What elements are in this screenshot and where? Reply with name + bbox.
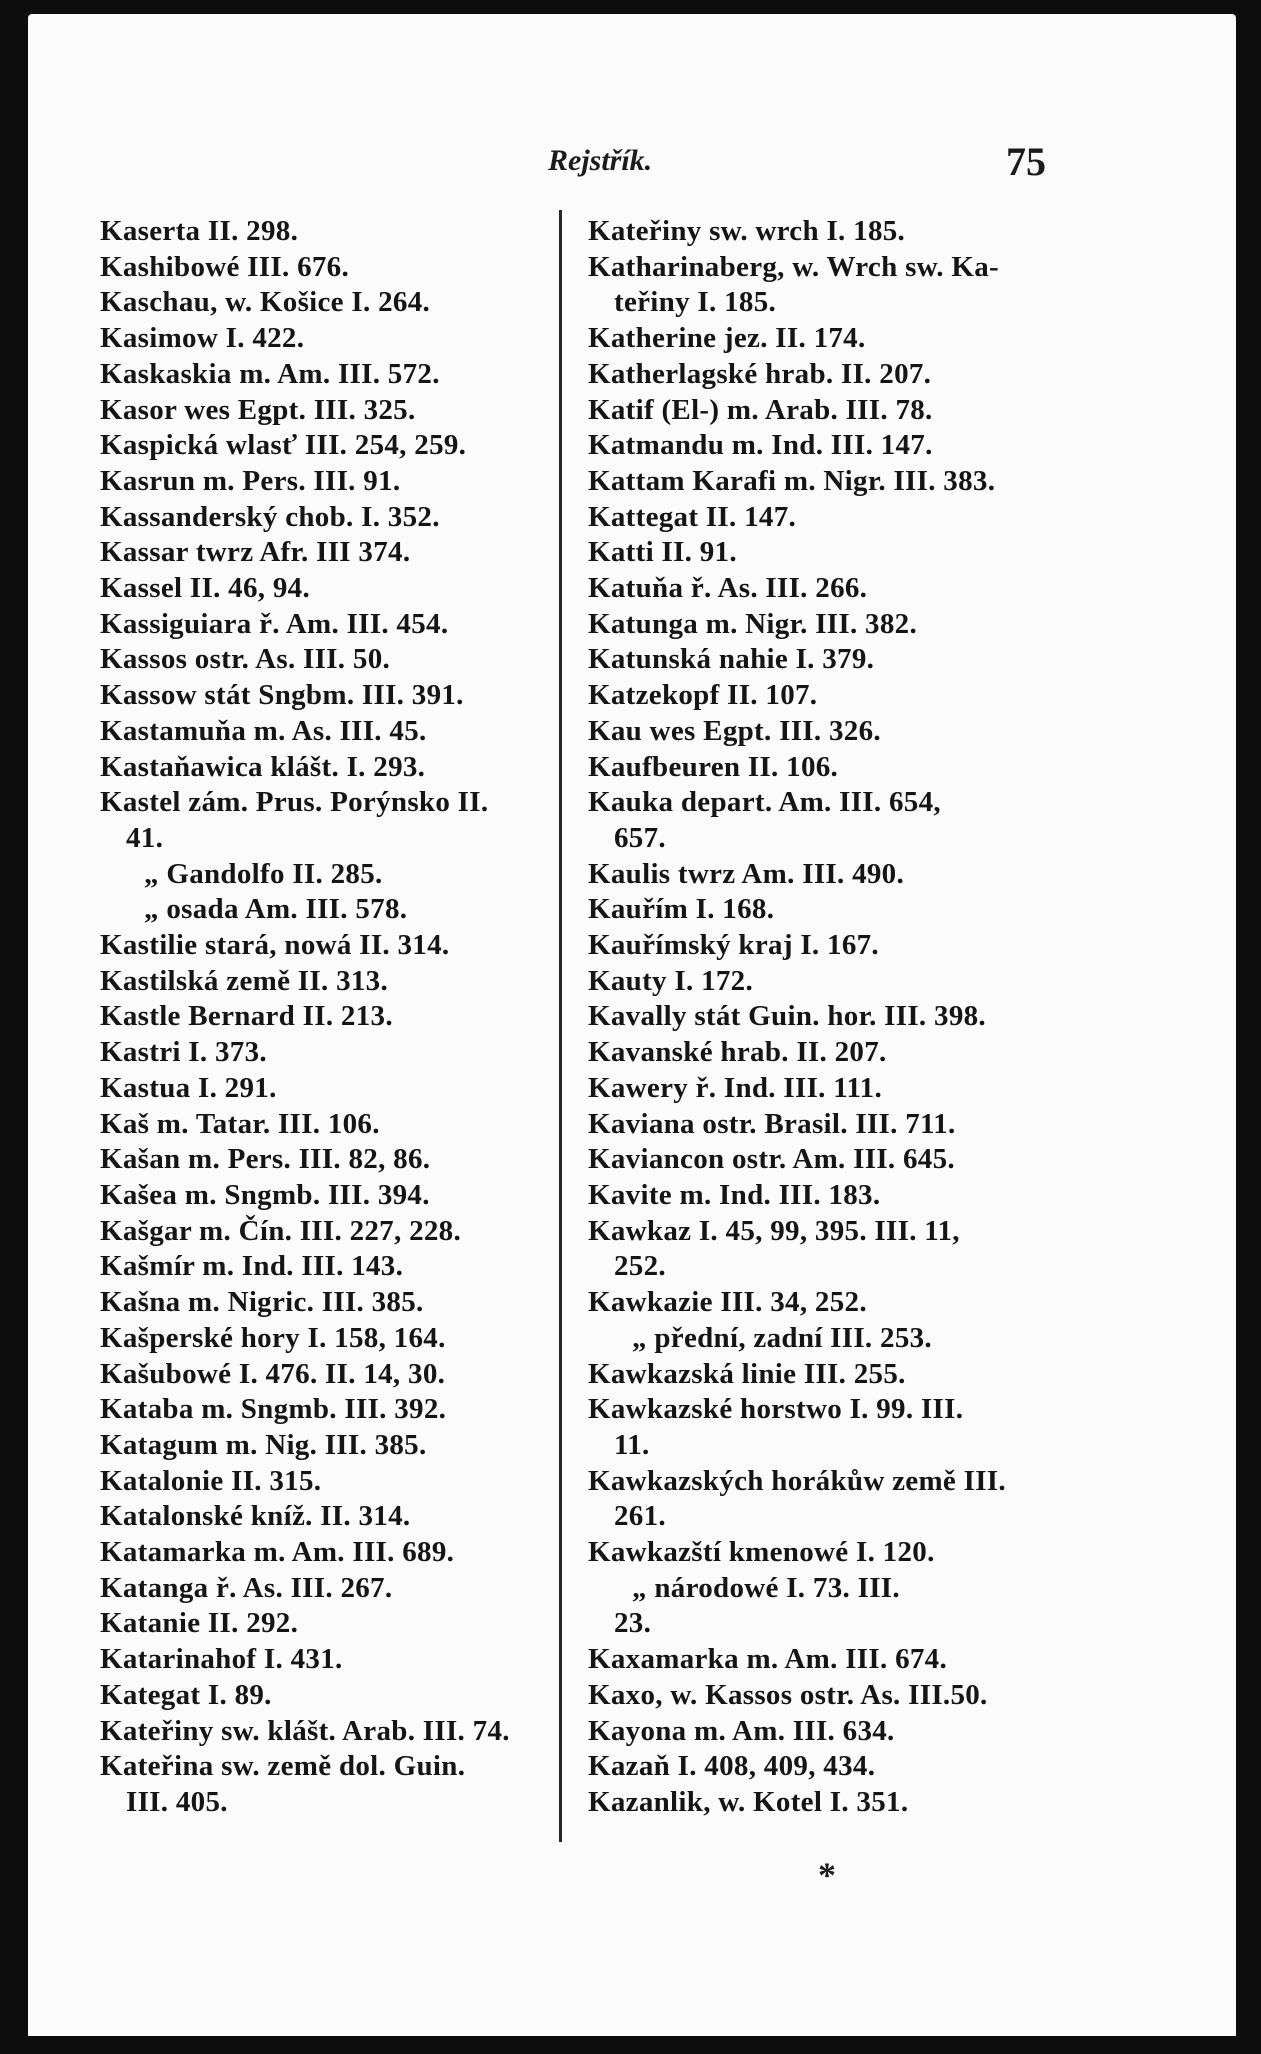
index-entry: Katalonské kníž. II. 314.: [100, 1500, 411, 1533]
index-entry: Kawkazských horákůw země III.: [588, 1464, 1006, 1497]
index-entry: Kataba m. Sngmb. III. 392.: [100, 1393, 447, 1426]
index-entry: Kateřiny sw. klášt. Arab. III. 74.: [100, 1714, 510, 1747]
index-entry: Kašna m. Nigric. III. 385.: [100, 1286, 424, 1319]
index-entry: Kauka depart. Am. III. 654,: [588, 786, 941, 819]
index-entry: Kastilie stará, nowá II. 314.: [100, 929, 450, 962]
index-entry: Kavite m. Ind. III. 183.: [588, 1178, 881, 1211]
index-entry: Kastle Bernard II. 213.: [100, 1000, 393, 1033]
index-entry: Kaviancon ostr. Am. III. 645.: [588, 1143, 955, 1176]
index-entry: Kau wes Egpt. III. 326.: [588, 714, 881, 747]
index-entry: „ přední, zadní III. 253.: [632, 1321, 932, 1354]
index-entry: Kaserta II. 298.: [100, 215, 299, 247]
index-entry: Katharinaberg, w. Wrch sw. Ka-: [588, 250, 1000, 283]
index-entry: 11.: [614, 1428, 650, 1461]
index-entry: 252.: [614, 1250, 666, 1283]
index-entry: Kašgar m. Čín. III. 227, 228.: [100, 1214, 462, 1247]
index-entry: 657.: [614, 821, 666, 854]
index-entry: Katherlagské hrab. II. 207.: [588, 357, 932, 390]
index-entry: Kawkazské horstwo I. 99. III.: [588, 1393, 964, 1426]
index-entry: Kassar twrz Afr. III 374.: [100, 536, 411, 569]
index-entry: Kassanderský chob. I. 352.: [100, 500, 440, 533]
index-entry: Kastel zám. Prus. Porýnsko II.: [100, 786, 489, 819]
index-entry: „ osada Am. III. 578.: [144, 893, 408, 926]
index-entry: 23.: [614, 1607, 652, 1640]
index-entry: Kastamuňa m. As. III. 45.: [100, 714, 427, 747]
index-entry: III. 405.: [126, 1785, 228, 1818]
index-entry: Kaxamarka m. Am. III. 674.: [588, 1643, 948, 1676]
index-entry: Kassos ostr. As. III. 50.: [100, 643, 391, 676]
index-entry: Katanie II. 292.: [100, 1607, 299, 1640]
index-entry: Katalonie II. 315.: [100, 1464, 322, 1497]
index-entry: Kaulis twrz Am. III. 490.: [588, 857, 905, 890]
index-entry: Kassel II. 46, 94.: [100, 572, 311, 605]
index-entry: Kashibowé III. 676.: [100, 250, 350, 283]
page-number: 75: [1006, 139, 1046, 184]
index-entry: Kastri I. 373.: [100, 1036, 267, 1069]
index-entry: Kastilská země II. 313.: [100, 964, 389, 997]
index-entry: Kašan m. Pers. III. 82, 86.: [100, 1143, 431, 1176]
index-entry: Kawkazští kmenowé I. 120.: [588, 1536, 935, 1569]
index-entry: Kasrun m. Pers. III. 91.: [100, 464, 401, 497]
index-entry: Kašubowé I. 476. II. 14, 30.: [100, 1357, 446, 1390]
book-page: [28, 14, 1236, 2036]
index-entry: 41.: [126, 821, 164, 854]
index-entry: Kastaňawica klášt. I. 293.: [100, 750, 426, 783]
index-entry: Kateřiny sw. wrch I. 185.: [588, 215, 906, 247]
index-entry: Katunská nahie I. 379.: [588, 643, 875, 676]
index-entry: Kategat I. 89.: [100, 1678, 272, 1711]
left-column: [100, 214, 578, 1821]
index-entry: Kašea m. Sngmb. III. 394.: [100, 1178, 430, 1211]
index-entry: Kavanské hrab. II. 207.: [588, 1036, 887, 1069]
end-mark: *: [818, 1855, 836, 1895]
index-entry: Kasor wes Egpt. III. 325.: [100, 393, 416, 426]
index-entry: teřiny I. 185.: [614, 286, 777, 319]
index-entry: Katarinahof I. 431.: [100, 1643, 343, 1676]
index-entry: Kazanlik, w. Kotel I. 351.: [588, 1785, 909, 1818]
index-entry: Kawkazie III. 34, 252.: [588, 1286, 867, 1319]
index-entry: Katuňa ř. As. III. 266.: [588, 572, 868, 605]
index-entry: Kauřím I. 168.: [588, 893, 775, 926]
index-entry: Kawkaz I. 45, 99, 395. III. 11,: [588, 1214, 960, 1247]
running-title: Rejstřík.: [548, 144, 653, 177]
index-entry: „ Gandolfo II. 285.: [144, 857, 383, 890]
index-entry: Kaviana ostr. Brasil. III. 711.: [588, 1107, 956, 1140]
index-entry: Katagum m. Nig. III. 385.: [100, 1428, 427, 1461]
index-entry: Katanga ř. As. III. 267.: [100, 1571, 393, 1604]
index-entry: Kayona m. Am. III. 634.: [588, 1714, 895, 1747]
index-entry: 261.: [614, 1500, 666, 1533]
index-entry: Kašmír m. Ind. III. 143.: [100, 1250, 404, 1283]
index-entry: Kaschau, w. Košice I. 264.: [100, 286, 431, 319]
right-column: [588, 214, 1066, 1821]
index-entry: Kattam Karafi m. Nigr. III. 383.: [588, 464, 996, 497]
index-entry: Kasimow I. 422.: [100, 322, 305, 355]
index-entry: Katmandu m. Ind. III. 147.: [588, 429, 933, 462]
index-entry: „ národowé I. 73. III.: [632, 1571, 900, 1604]
index-entry: Kassow stát Sngbm. III. 391.: [100, 679, 464, 712]
index-entry: Kassiguiara ř. Am. III. 454.: [100, 607, 449, 640]
index-entry: Kauty I. 172.: [588, 964, 754, 997]
index-entry: Kawkazská linie III. 255.: [588, 1357, 906, 1390]
index-entry: Katzekopf II. 107.: [588, 679, 818, 712]
index-entry: Kauřímský kraj I. 167.: [588, 929, 879, 962]
index-entry: Kaufbeuren II. 106.: [588, 750, 839, 783]
index-entry: Kaskaskia m. Am. III. 572.: [100, 357, 440, 390]
index-entry: Katunga m. Nigr. III. 382.: [588, 607, 917, 640]
index-entry: Kaš m. Tatar. III. 106.: [100, 1107, 380, 1140]
index-entry: Kastua I. 291.: [100, 1071, 277, 1104]
index-entry: Katti II. 91.: [588, 536, 737, 569]
index-entry: Kawery ř. Ind. III. 111.: [588, 1071, 883, 1104]
index-entry: Kazaň I. 408, 409, 434.: [588, 1750, 876, 1783]
index-entry: Katherine jez. II. 174.: [588, 322, 866, 355]
index-entry: Katamarka m. Am. III. 689.: [100, 1536, 455, 1569]
index-entry: Kavally stát Guin. hor. III. 398.: [588, 1000, 986, 1033]
index-entry: Kateřina sw. země dol. Guin.: [100, 1750, 466, 1783]
index-entry: Kaspická wlasť III. 254, 259.: [100, 429, 467, 462]
index-entry: Kašperské hory I. 158, 164.: [100, 1321, 446, 1354]
index-entry: Kattegat II. 147.: [588, 500, 797, 533]
index-entry: Katif (El-) m. Arab. III. 78.: [588, 393, 933, 426]
column-divider: [559, 210, 562, 1842]
index-entry: Kaxo, w. Kassos ostr. As. III.50.: [588, 1678, 988, 1711]
